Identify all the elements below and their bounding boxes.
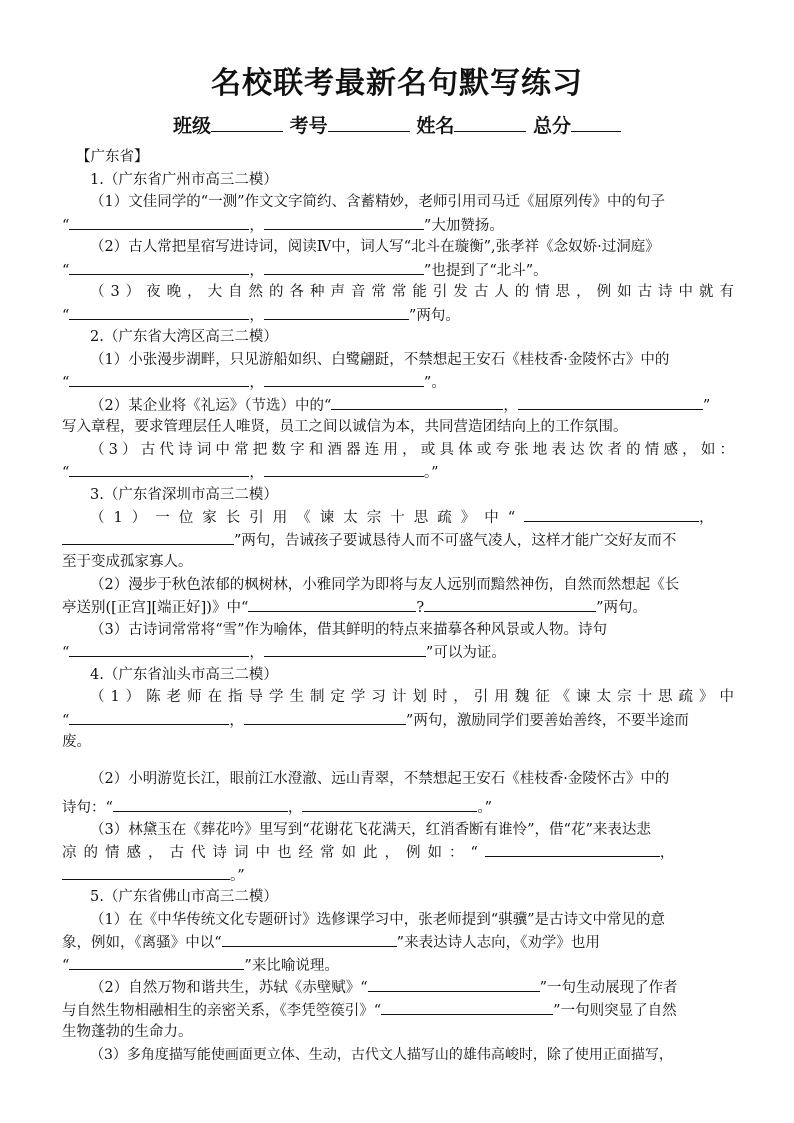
class-label: 班级: [173, 115, 212, 137]
section-heading: 3.（广东省深圳市高三二模）: [90, 486, 278, 503]
answer-blank[interactable]: [69, 304, 249, 320]
answer-blank[interactable]: [69, 371, 249, 387]
answer-blank[interactable]: [113, 796, 288, 812]
student-info-line: [0, 111, 794, 138]
answer-blank[interactable]: [264, 259, 424, 275]
answer-line: （2）某企业将《礼运》（节选）中的“ ， ”: [62, 394, 734, 417]
answer-blank[interactable]: [381, 999, 553, 1015]
answer-blank[interactable]: [62, 529, 234, 545]
answer-line: 与自然生物相融相生的亲密关系，《李凭箜篌引》“ ”一句则突显了自然: [62, 999, 734, 1022]
question-text: （2）漫步于秋色浓郁的枫树林，小雅同学为即将与友人远别而黯然神伤，自然而然想起《长: [90, 576, 680, 593]
answer-blank[interactable]: [264, 641, 426, 657]
answer-blank[interactable]: [244, 709, 406, 725]
question-text: （3）林黛玉在《葬花吟》里写到“花谢花飞花满天，红消香断有谁怜”，借“花”来表达悲: [90, 821, 651, 838]
answer-blank[interactable]: [69, 214, 249, 230]
question-text: （1）在《中华传统文化专题研讨》选修课学习中，张老师提到“骐骥”是古诗文中常见的意: [90, 911, 666, 928]
answer-blank[interactable]: [69, 461, 249, 477]
answer-blank[interactable]: [424, 596, 596, 612]
question-text: （3）古代诗词中常把数字和酒器连用，或具体或夸张地表达饮者的情感，如：: [90, 441, 734, 458]
answer-blank[interactable]: [69, 641, 249, 657]
number-label: 考号: [289, 115, 328, 137]
answer-blank[interactable]: [524, 506, 699, 522]
answer-line: 诗句：“ ， 。”: [62, 796, 734, 819]
answer-blank[interactable]: [485, 841, 660, 857]
answer-blank[interactable]: [69, 259, 249, 275]
question-text: （1）陈老师在指导学生制定学习计划时，引用魏征《谏太宗十思疏》中: [90, 689, 734, 705]
answer-line: “ ， ”两句，激励同学们要善始善终，不要半途而: [62, 709, 734, 732]
page-title: 名校联考最新名句默写练习: [211, 66, 583, 101]
answer-line: “ ， ”也提到了“北斗”。: [62, 259, 734, 282]
answer-blank[interactable]: [368, 976, 540, 992]
answer-line: 。”: [62, 864, 734, 887]
section-heading: 5.（广东省佛山市高三二模）: [90, 889, 278, 905]
answer-line: 凉的情感，古代诗词中也经常如此，例如：“ ，: [62, 841, 734, 864]
province-heading: 【广东省】: [76, 149, 149, 165]
answer-line: “ ， ”两句。: [62, 304, 734, 327]
answer-blank[interactable]: [264, 304, 409, 320]
answer-blank[interactable]: [69, 709, 229, 725]
score-label: 总分: [532, 115, 571, 137]
question-text: （1）文佳同学的“一测”作文文字简约、含蓄精妙，老师引用司马迁《屈原列传》中的句子: [90, 194, 666, 210]
name-label: 姓名: [416, 115, 455, 137]
question-text: （3）多角度描写能使画面更立体、生动，古代文人描写山的雄伟高峻时，除了使用正面描写，: [90, 1046, 673, 1063]
answer-blank[interactable]: [302, 796, 477, 812]
answer-blank[interactable]: [264, 371, 424, 387]
answer-line: “ ， ”可以为证。: [62, 641, 734, 664]
answer-line: “ ， ”大加赞扬。: [62, 214, 734, 237]
answer-line: “ ， ”。: [62, 371, 734, 394]
question-text: 写入章程，要求管理层任人唯贤，员工之间以诚信为本，共同营造团结向上的工作氛围。: [62, 419, 628, 435]
question-text: 至于变成孤家寡人。: [62, 554, 193, 570]
name-blank[interactable]: [454, 113, 526, 132]
answer-line: （2）自然万物和谐共生，苏轼《赤壁赋》“ ”一句生动展现了作者: [62, 976, 734, 999]
answer-line: （1）一位家长引用《谏太宗十思疏》中“ ，: [62, 506, 734, 529]
score-blank[interactable]: [571, 113, 621, 132]
answer-line: 象，例如，《离骚》中以“ ”来表达诗人志向，《劝学》也用: [62, 931, 734, 954]
question-content: [62, 146, 734, 1066]
answer-blank[interactable]: [331, 394, 503, 410]
answer-blank[interactable]: [264, 214, 424, 230]
question-text: 废。: [62, 734, 91, 750]
answer-line: ”两句，告诫孩子要诚恳待人而不可盛气凌人，这样才能广交好友而不: [62, 529, 734, 552]
question-text: （2）古人常把星宿写进诗词，阅读Ⅳ中，词人写“北斗在璇衡”,张孝祥《念奴娇·过洞庭》: [90, 239, 660, 255]
answer-line: 亭送别([正宫][端正好])》中“ ? ”两句。: [62, 596, 734, 619]
question-text: 生物蓬勃的生命力。: [62, 1024, 193, 1040]
answer-blank[interactable]: [518, 394, 703, 410]
answer-line: “ ”来比喻说理。: [62, 954, 734, 977]
section-heading: 2.（广东省大湾区高三二模）: [90, 329, 278, 345]
section-heading: 1.（广东省广州市高三二模）: [90, 171, 278, 188]
class-blank[interactable]: [211, 113, 283, 132]
question-text: （2）小明游览长江，眼前江水澄澈、远山青翠，不禁想起王安石《桂枝香·金陵怀古》中的: [90, 770, 670, 787]
answer-blank[interactable]: [248, 596, 416, 612]
question-text: （3）古诗词常常将“雪”作为喻体，借其鲜明的特点来描摹各种风景或人物。诗句: [90, 621, 608, 638]
answer-blank[interactable]: [222, 931, 397, 947]
question-text: （1）小张漫步湖畔，只见游船如织、白鹭翩跹，不禁想起王安石《桂枝香·金陵怀古》中的: [90, 351, 670, 368]
answer-blank[interactable]: [62, 864, 230, 880]
question-text: （3）夜晚，大自然的各种声音常常能引发古人的情思，例如古诗中就有: [90, 284, 734, 300]
answer-blank[interactable]: [264, 461, 424, 477]
section-heading: 4.（广东省汕头市高三二模）: [90, 666, 278, 683]
answer-blank[interactable]: [69, 954, 244, 970]
answer-line: “ ， 。”: [62, 461, 734, 484]
number-blank[interactable]: [328, 113, 410, 132]
